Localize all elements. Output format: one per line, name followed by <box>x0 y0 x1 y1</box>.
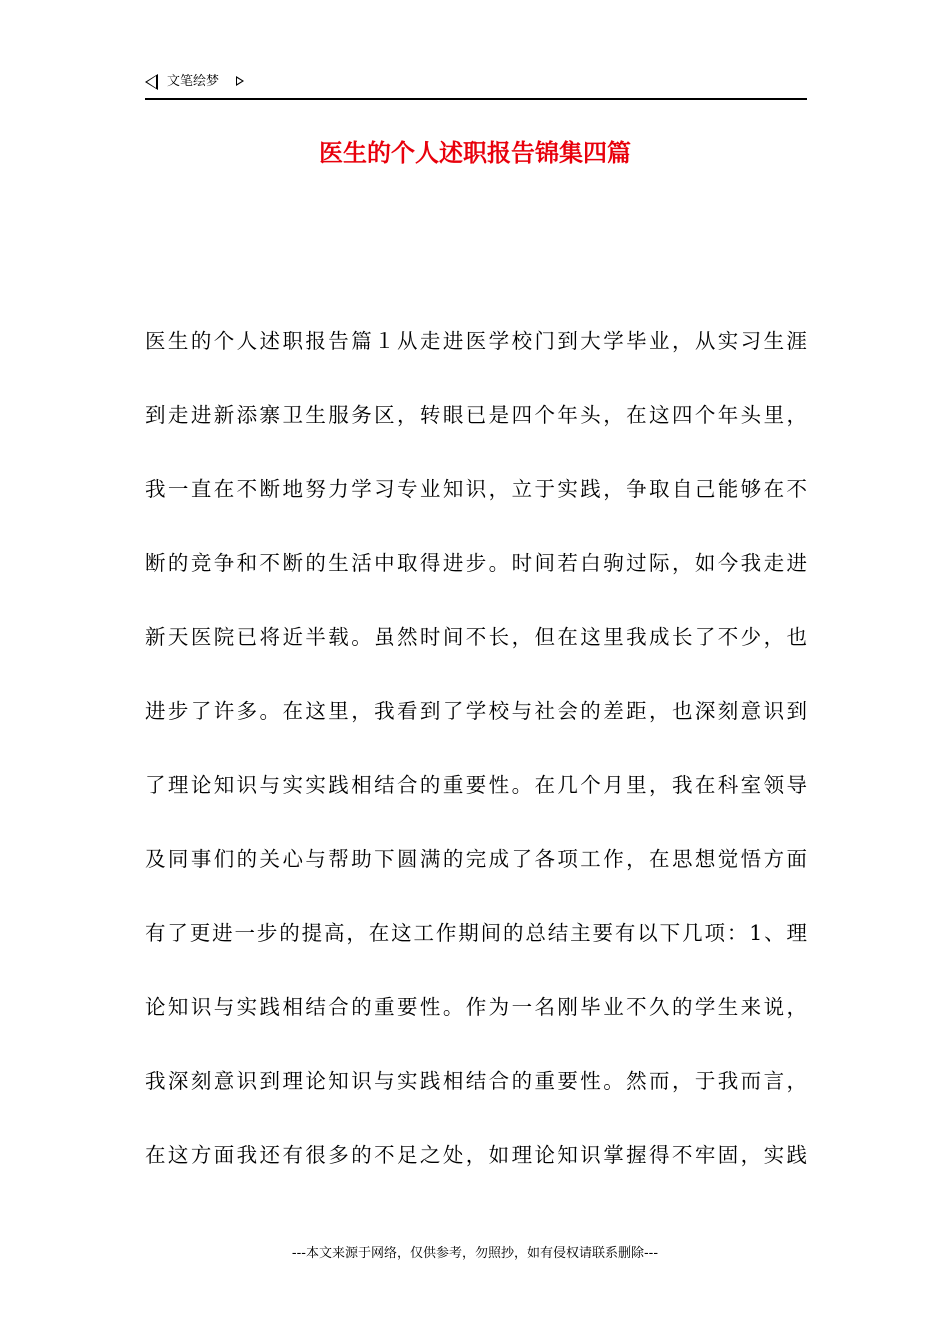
header-title: 文笔绘梦 <box>167 74 220 89</box>
document-title: 医生的个人述职报告锦集四篇 <box>319 138 631 167</box>
body-line: 在这方面我还有很多的不足之处，如理论知识掌握得不牢固，实践 <box>145 1143 807 1167</box>
body-line: 及同事们的关心与帮助下圆满的完成了各项工作，在思想觉悟方面 <box>145 847 807 871</box>
left-triangle-icon <box>145 74 158 90</box>
body-line: 我一直在不断地努力学习专业知识，立于实践，争取自己能够在不 <box>145 477 807 501</box>
page-header <box>145 72 807 100</box>
right-triangle-icon <box>236 76 244 86</box>
body-line: 断的竞争和不断的生活中取得进步。时间若白驹过际，如今我走进 <box>145 551 807 575</box>
page-footer: ---本文来源于网络，仅供参考，勿照抄，如有侵权请联系删除--- <box>291 1246 659 1261</box>
body-line: 我深刻意识到理论知识与实践相结合的重要性。然而，于我而言， <box>145 1069 807 1093</box>
body-line: 医生的个人述职报告篇１从走进医学校门到大学毕业，从实习生涯 <box>145 329 807 353</box>
document-body <box>145 318 807 1206</box>
body-line: 到走进新添寨卫生服务区，转眼已是四个年头，在这四个年头里， <box>145 403 807 427</box>
body-line: 论知识与实践相结合的重要性。作为一名刚毕业不久的学生来说， <box>145 995 807 1019</box>
body-line: 新天医院已将近半载。虽然时间不长，但在这里我成长了不少，也 <box>145 625 807 649</box>
body-line: 了理论知识与实实践相结合的重要性。在几个月里，我在科室领导 <box>145 773 807 797</box>
body-line: 有了更进一步的提高，在这工作期间的总结主要有以下几项：1、理 <box>145 921 807 945</box>
body-line: 进步了许多。在这里，我看到了学校与社会的差距，也深刻意识到 <box>145 699 807 723</box>
